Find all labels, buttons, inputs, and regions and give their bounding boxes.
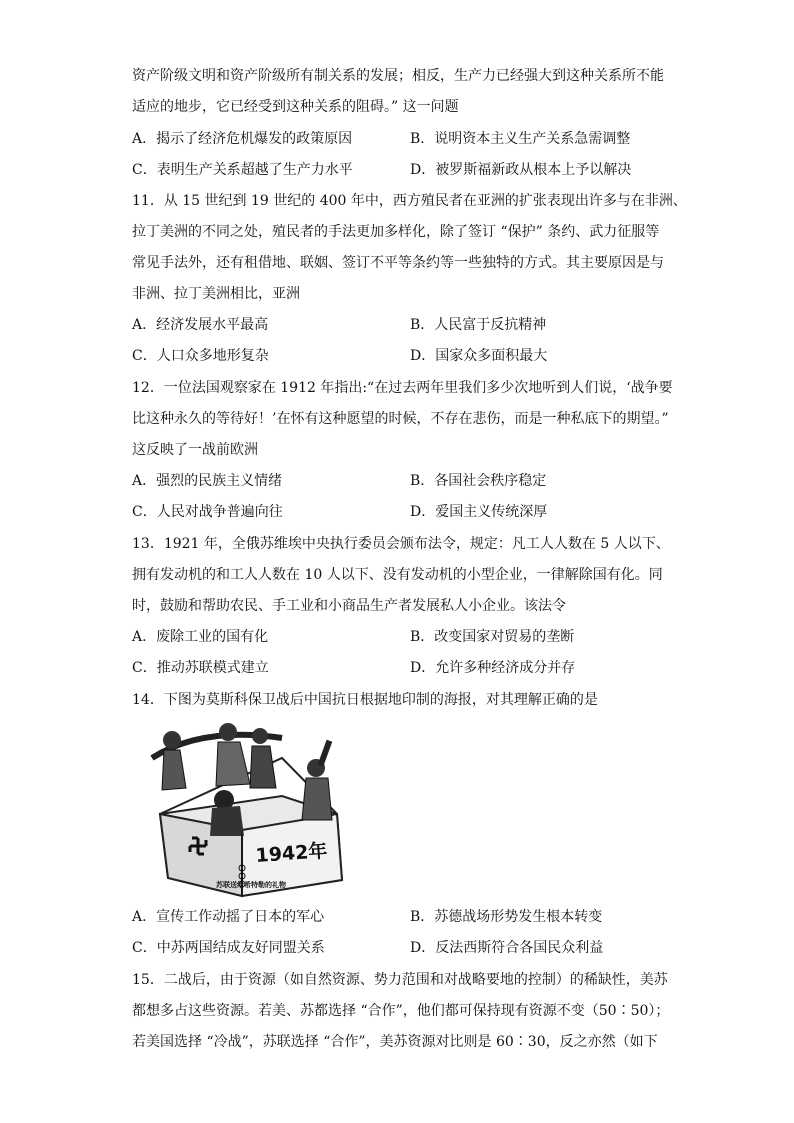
q11-options-row	[132, 315, 692, 335]
q15-stem-line: 15．二战后，由于资源（如自然资源、势力范围和对战略要地的控制）的稀缺性，美苏	[132, 972, 668, 988]
q14-option-b[interactable]: B．苏德战场形势发生根本转变	[410, 909, 603, 925]
q11-option-d[interactable]: D．国家众多面积最大	[410, 348, 548, 364]
q13-options-row	[132, 627, 692, 647]
q11-options-row	[132, 346, 692, 366]
q13-option-b[interactable]: B．改变国家对贸易的垄断	[410, 629, 575, 645]
q11-stem-line: 11．从 15 世纪到 19 世纪的 400 年中，西方殖民者在亚洲的扩张表现出许多与在非洲、	[132, 193, 687, 209]
q12-options-row	[132, 502, 692, 522]
q10-options-row	[132, 160, 692, 180]
q14-options-row	[132, 907, 692, 927]
poster-year: 1942年	[254, 840, 329, 867]
q12-option-b[interactable]: B．各国社会秩序稳定	[410, 473, 547, 489]
q13-option-c[interactable]: C．推动苏联模式建立	[132, 660, 269, 676]
q10-stem-line: 适应的地步，它已经受到这种关系的阻碍。” 这一问题	[132, 99, 459, 115]
poster-caption: 苏联送给希特勒的礼物	[216, 880, 286, 889]
q11-stem-line: 非洲、拉丁美洲相比，亚洲	[132, 286, 300, 302]
poster-illustration	[132, 718, 352, 900]
q14-option-d[interactable]: D．反法西斯符合各国民众利益	[410, 940, 604, 956]
q12-stem-line: 比这种永久的等待好！’在怀有这种愿望的时候，不存在悲伤，而是一种私底下的期望。”	[132, 411, 669, 427]
q10-stem-line: 资产阶级文明和资产阶级所有制关系的发展；相反，生产力已经强大到这种关系所不能	[132, 68, 664, 84]
q10-option-b[interactable]: B．说明资本主义生产关系急需调整	[410, 131, 631, 147]
q11-stem-line: 拉丁美洲的不同之处，殖民者的手法更加多样化，除了签订 “保护” 条约、武力征服等	[132, 224, 660, 240]
q13-stem-line: 13．1921 年，全俄苏维埃中央执行委员会颁布法令，规定：凡工人人数在 5 人以下、	[132, 536, 670, 552]
q12-option-d[interactable]: D．爱国主义传统深厚	[410, 504, 548, 520]
q14-stem-line: 14．下图为莫斯科保卫战后中国抗日根据地印制的海报，对其理解正确的是	[132, 692, 598, 708]
q12-stem-line: 12．一位法国观察家在 1912 年指出:“在过去两年里我们多少次地听到人们说，‘战争要	[132, 380, 673, 396]
q14-poster-figure	[132, 718, 352, 900]
q10-options-row	[132, 129, 692, 149]
q11-option-b[interactable]: B．人民富于反抗精神	[410, 317, 547, 333]
q13-option-d[interactable]: D．允许多种经济成分并存	[410, 660, 576, 676]
q10-option-d[interactable]: D．被罗斯福新政从根本上予以解决	[410, 162, 632, 178]
q10-option-c[interactable]: C．表明生产关系超越了生产力水平	[132, 162, 353, 178]
q12-options-row	[132, 471, 692, 491]
q10-option-a[interactable]: A．揭示了经济危机爆发的政策原因	[132, 131, 353, 147]
q13-stem-line: 拥有发动机的和工人人数在 10 人以下、没有发动机的小型企业，一律解除国有化。同	[132, 567, 663, 583]
q13-options-row	[132, 658, 692, 678]
q13-stem-line: 时，鼓励和帮助农民、手工业和小商品生产者发展私人小企业。该法令	[132, 598, 566, 614]
q15-stem-line: 若美国选择 “冷战”，苏联选择 “合作”，美苏资源对比则是 60∶30，反之亦然（如下	[132, 1034, 658, 1050]
q12-option-a[interactable]: A．强烈的民族主义情绪	[132, 473, 283, 489]
q14-options-row	[132, 938, 692, 958]
q12-stem-line: 这反映了一战前欧洲	[132, 442, 258, 458]
q12-option-c[interactable]: C．人民对战争普遍向往	[132, 504, 283, 520]
q14-option-c[interactable]: C．中苏两国结成友好同盟关系	[132, 940, 325, 956]
q15-stem-line: 都想多占这些资源。若美、苏都选择 “合作”，他们都可保持现有资源不变（50∶50）；	[132, 1003, 670, 1019]
q11-option-a[interactable]: A．经济发展水平最高	[132, 317, 269, 333]
q14-option-a[interactable]: A．宣传工作动摇了日本的军心	[132, 909, 325, 925]
q11-option-c[interactable]: C．人口众多地形复杂	[132, 348, 269, 364]
q13-option-a[interactable]: A．废除工业的国有化	[132, 629, 269, 645]
q11-stem-line: 常见手法外，还有租借地、联姻、签订不平等条约等一些独特的方式。其主要原因是与	[132, 255, 664, 271]
